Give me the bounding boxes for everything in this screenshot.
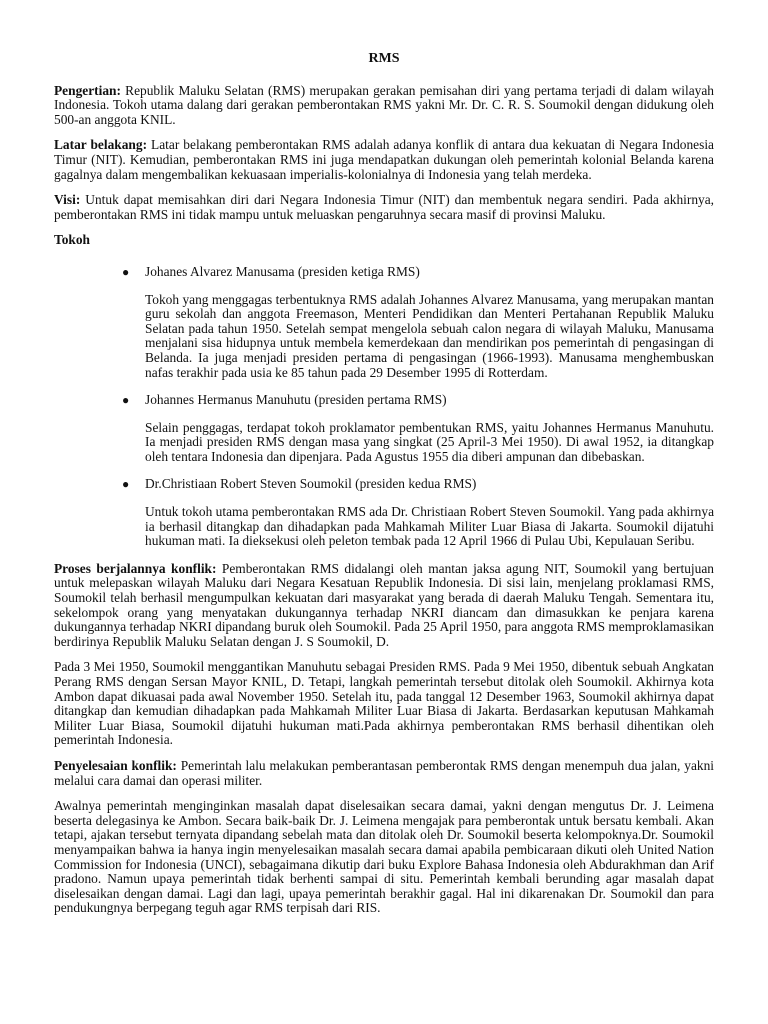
bullet-icon: ● bbox=[122, 393, 130, 408]
bullet-icon: ● bbox=[122, 477, 130, 492]
tokoh-name: Dr.Christiaan Robert Steven Soumokil (presiden kedua RMS) bbox=[145, 476, 477, 492]
visi-paragraph bbox=[54, 193, 714, 222]
tokoh-description: Tokoh yang menggagas terbentuknya RMS adalah Johannes Alvarez Manusama, yang merupakan mantan guru sekolah dan anggota Freemason, Menteri Pendidikan dan Menteri Pertahanan Republik Maluku Selatan pada tahun 1950. Setelah sempat mengelola sebuah calon negara di wilayah Maluku, Manusama menjalani sisa hidupnya untuk membela kemerdekaan dan mendirikan pos pemerintah di pengasingan di Belanda. Ia juga menjadi presiden pertama di pengasingan (1966-1993). Manusama menghembuskan nafas terakhir pada usia ke 85 tahun pada 29 Desember 1995 di Rotterdam. bbox=[145, 291, 714, 380]
proses-paragraph-2: Pada 3 Mei 1950, Soumokil menggantikan Manuhutu sebagai Presiden RMS. Pada 9 Mei 1950, dibentuk sebuah Angkatan Perang RMS dengan Sersan Mayor KNIL, D. Tetapi, langkah pemerintah tersebut ditolak oleh Soumokil. Akhirnya kota Ambon dapat dikuasai pada awal November 1950. Setelah itu, pada tanggal 12 Desember 1963, Soumokil akhirnya dapat ditangkap dan kemudian dihadapkan pada Mahkamah Militer Luar Biasa di Jakarta. Berdasarkan keputusan Mahkamah Militer Luar Biasa, Soumokil dijatuhi hukuman mati.Pada akhirnya pemberontakan RMS berhasil dihentikan oleh pemerintah Indonesia. bbox=[54, 659, 714, 748]
penyelesaian-paragraph-2: Awalnya pemerintah menginginkan masalah dapat diselesaikan secara damai, yakni dengan mengutus Dr. J. Leimena beserta delegasinya ke Ambon. Secara baik-baik Dr. J. Leimena mengajak para pemberontak untuk bersatu kembali. Akan tetapi, ajakan tersebut ternyata dipandang sebelah mata dan ditolak oleh Dr. Soumokil beserta kelompoknya.Dr. Soumokil menyampaikan bahwa ia hanya ingin menyelesaikan masalah secara damai apabila pembicaraan dikuti oleh United Nation Commission for Indonesia (UNCI), sebagaimana dikutip dari buku Explore Bahasa Indonesia oleh Abdurakhman dan Arif pradono. Namun upaya pemerintah tidak berhenti sampai di situ. Pemerintah kembali berunding agar masalah dapat diselesaikan dengan damai. Lagi dan lagi, upaya pemerintah berakhir gagal. Hal ini dikarenakan Dr. Soumokil dan para pendukungnya berpegang teguh agar RMS terpisah dari RIS. bbox=[54, 798, 714, 916]
pengertian-label: Pengertian: bbox=[54, 82, 121, 98]
proses-text: Pemberontakan RMS didalangi oleh mantan jaksa agung NIT, Soumokil yang bertujuan untuk melepaskan wilayah Maluku dari Negara Kesatuan Republik Indonesia. Di sisi lain, menjelang proklamasi RMS, Soumokil telah berhasil mengumpulkan kekuatan dari masyarakat yang berada di daerah Maluku Tengah. Sementara itu, sekelompok orang yang menyatakan dukungannya terhadap NKRI diancam dan dimasukkan ke penjara karena dukungannya terhadap NKRI dipandang buruk oleh Soumokil. Pada 25 April 1950, para anggota RMS memproklamasikan berdirinya Republik Maluku Selatan dengan J. S Soumokil, D. bbox=[54, 560, 714, 649]
proses-label: Proses berjalannya konflik: bbox=[54, 560, 217, 576]
pengertian-paragraph bbox=[54, 84, 714, 128]
proses-paragraph bbox=[54, 562, 714, 650]
visi-label: Visi: bbox=[54, 192, 81, 208]
document-title: RMS bbox=[368, 51, 400, 66]
visi-text: Untuk dapat memisahkan diri dari Negara Indonesia Timur (NIT) dan membentuk negara sendiri. Pada akhirnya, pemberontakan RMS ini tidak mampu untuk meluaskan pengaruhnya secara masif di provinsi Maluku. bbox=[54, 192, 714, 222]
latar-paragraph bbox=[54, 138, 714, 182]
pengertian-text: Republik Maluku Selatan (RMS) merupakan gerakan pemisahan diri yang pertama terjadi di dalam wilayah Indonesia. Tokoh utama dalang dari gerakan pemberontakan RMS yakni Mr. Dr. C. R. S. Soumokil dengan didukung oleh 500-an anggota KNIL. bbox=[54, 82, 714, 127]
latar-label: Latar belakang: bbox=[54, 137, 148, 153]
bullet-icon: ● bbox=[122, 264, 130, 279]
penyelesaian-text: Pemerintah lalu melakukan pemberantasan pemberontak RMS dengan menempuh dua jalan, yakni melalui cara damai dan operasi militer. bbox=[54, 757, 714, 788]
tokoh-item bbox=[54, 265, 714, 380]
tokoh-item bbox=[54, 393, 714, 464]
tokoh-name: Johannes Hermanus Manuhutu (presiden pertama RMS) bbox=[145, 392, 447, 408]
penyelesaian-label: Penyelesaian konflik: bbox=[54, 757, 177, 773]
tokoh-item bbox=[54, 477, 714, 548]
tokoh-description: Selain penggagas, terdapat tokoh proklamator pembentukan RMS, yaitu Johannes Hermanus Manuhutu. Ia menjadi presiden RMS dengan masa yang singkat (25 April-3 Mei 1950). Di awal 1952, ia ditangkap oleh tentara Indonesia dan dipenjara. Pada Agustus 1955 dia diberi ampunan dan dibebaskan. bbox=[145, 419, 714, 464]
latar-text: Latar belakang pemberontakan RMS adalah adanya konflik di antara dua kekuatan di Negara Indonesia Timur (NIT). Kemudian, pemberontakan RMS ini juga mendapatkan dukungan oleh pemerintah kolonial Belanda karena gagalnya dalam mengembalikan kekuasaan imperialis-kolonialnya di Indonesia yang telah merdeka. bbox=[54, 137, 714, 182]
tokoh-name: Johanes Alvarez Manusama (presiden ketiga RMS) bbox=[145, 263, 420, 279]
penyelesaian-paragraph bbox=[54, 759, 714, 788]
tokoh-heading: Tokoh bbox=[54, 232, 90, 248]
tokoh-description: Untuk tokoh utama pemberontakan RMS ada Dr. Christiaan Robert Steven Soumokil. Yang pada akhirnya ia berhasil ditangkap dan dihadapkan pada Mahkamah Militer Luar Biasa di Jakarta. Soumokil dijatuhi hukuman mati. Ia dieksekusi oleh peleton tembak pada 12 April 1966 di Pulau Ubi, Kepulauan Seribu. bbox=[145, 504, 715, 549]
